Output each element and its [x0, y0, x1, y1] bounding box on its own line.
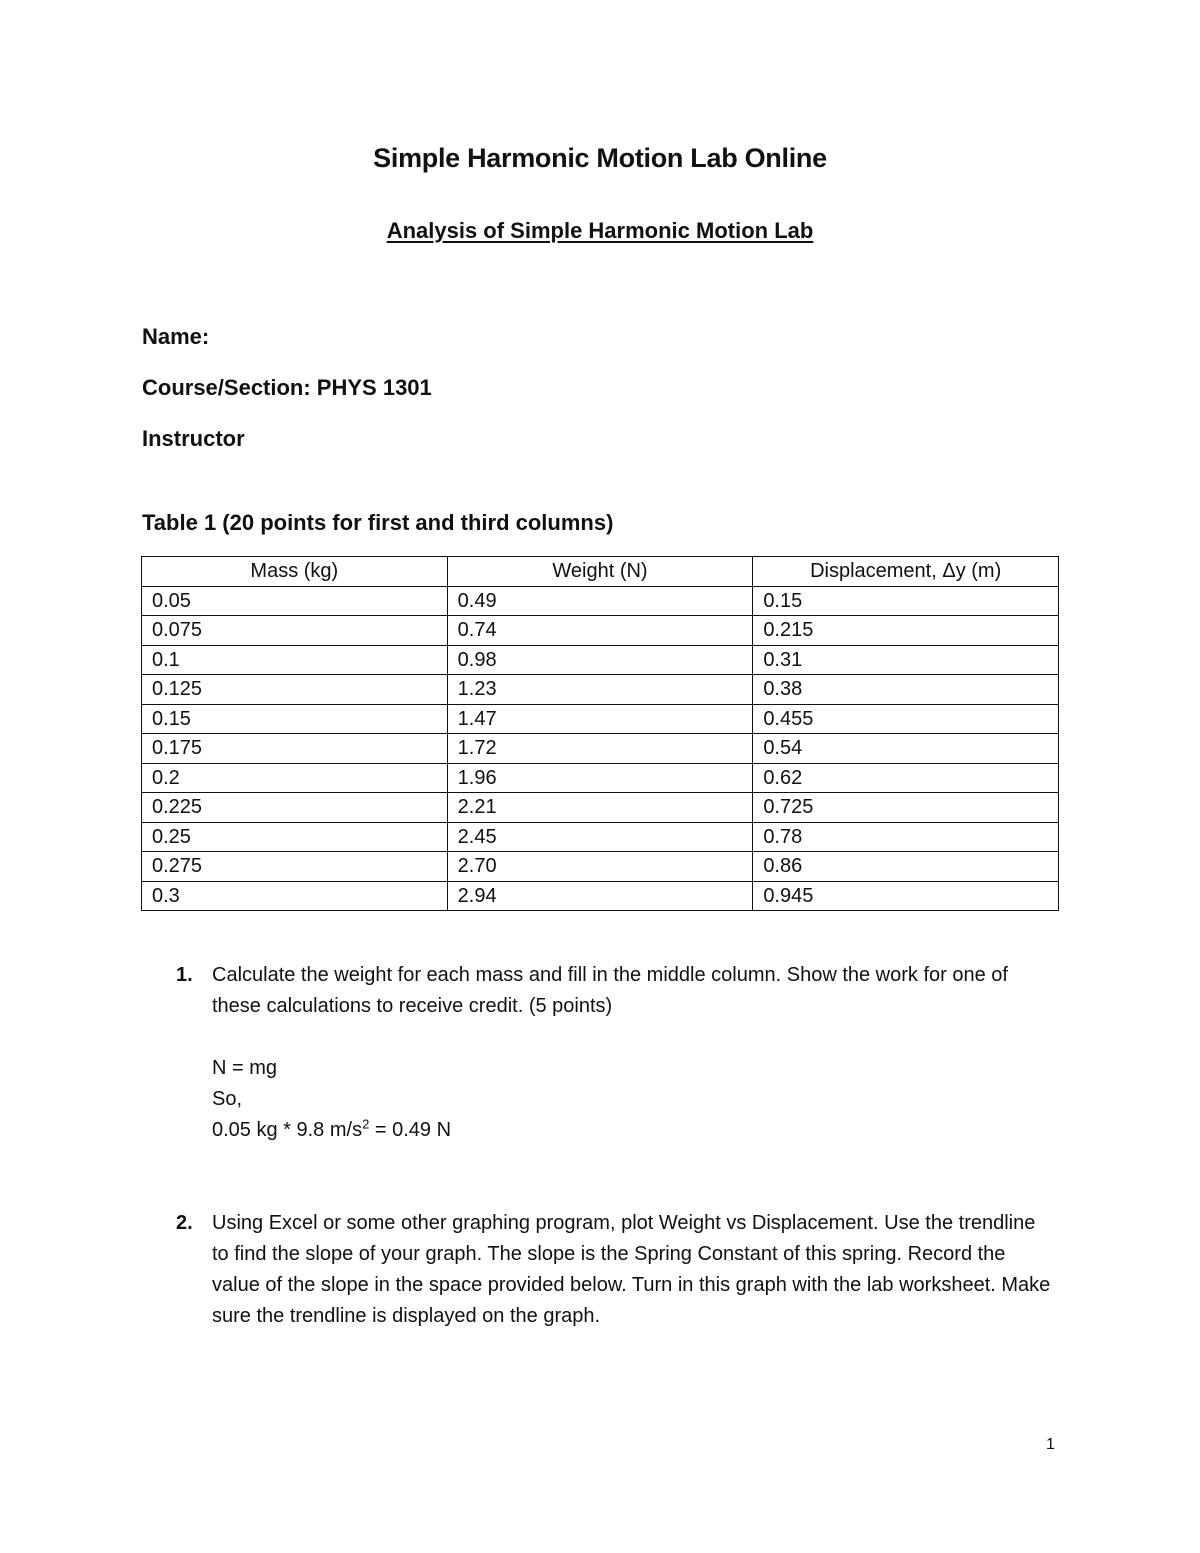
- table-caption: Table 1 (20 points for first and third columns): [142, 510, 614, 535]
- displacement-cell: 0.455: [753, 704, 1059, 734]
- weight-cell: 2.45: [447, 822, 753, 852]
- displacement-cell: 0.215: [753, 616, 1059, 646]
- mass-cell: 0.25: [142, 822, 448, 852]
- instructor-label: Instructor: [142, 426, 245, 451]
- displacement-cell: 0.15: [753, 586, 1059, 616]
- work-calculation: [212, 1115, 451, 1146]
- table-body: [142, 586, 1059, 911]
- question-1-text: Calculate the weight for each mass and fill in the middle column. Show the work for one of these calculations to receive credit. (5 points): [212, 964, 1008, 1017]
- table-row: [142, 616, 1059, 646]
- mass-cell: 0.125: [142, 675, 448, 705]
- table-header-row: [142, 557, 1059, 587]
- mass-cell: 0.1: [142, 645, 448, 675]
- weight-cell: 1.72: [447, 734, 753, 764]
- table-row: [142, 793, 1059, 823]
- header-displacement: Displacement, Δy (m): [753, 557, 1059, 587]
- mass-cell: 0.3: [142, 881, 448, 911]
- displacement-cell: 0.86: [753, 852, 1059, 882]
- displacement-cell: 0.78: [753, 822, 1059, 852]
- weight-cell: 2.94: [447, 881, 753, 911]
- work-calc-exponent: 2: [362, 1116, 370, 1132]
- table-row: [142, 763, 1059, 793]
- work-calc-prefix: 0.05 kg * 9.8 m/s: [212, 1119, 363, 1141]
- document-title: Simple Harmonic Motion Lab Online: [373, 143, 827, 173]
- displacement-cell: 0.38: [753, 675, 1059, 705]
- weight-cell: 2.70: [447, 852, 753, 882]
- displacement-cell: 0.945: [753, 881, 1059, 911]
- mass-cell: 0.2: [142, 763, 448, 793]
- table-row: [142, 822, 1059, 852]
- displacement-cell: 0.62: [753, 763, 1059, 793]
- displacement-cell: 0.725: [753, 793, 1059, 823]
- displacement-cell: 0.54: [753, 734, 1059, 764]
- mass-cell: 0.175: [142, 734, 448, 764]
- weight-cell: 1.23: [447, 675, 753, 705]
- weight-cell: 0.98: [447, 645, 753, 675]
- question-2: [176, 1208, 1056, 1332]
- work-formula: N = mg: [212, 1057, 278, 1079]
- work-so: So,: [212, 1088, 243, 1110]
- mass-cell: 0.075: [142, 616, 448, 646]
- work-calc-suffix: = 0.49 N: [369, 1119, 452, 1141]
- name-field-label: Name:: [142, 324, 210, 349]
- mass-cell: 0.05: [142, 586, 448, 616]
- table-row: [142, 645, 1059, 675]
- table-row: [142, 734, 1059, 764]
- table-row: [142, 852, 1059, 882]
- header-weight: Weight (N): [447, 557, 753, 587]
- header-mass: Mass (kg): [142, 557, 448, 587]
- weight-cell: 0.49: [447, 586, 753, 616]
- table-row: [142, 586, 1059, 616]
- displacement-cell: 0.31: [753, 645, 1059, 675]
- question-1: [176, 960, 1056, 1022]
- weight-cell: 0.74: [447, 616, 753, 646]
- page-number: 1: [1046, 1436, 1055, 1453]
- data-table: [141, 556, 1059, 911]
- weight-cell: 2.21: [447, 793, 753, 823]
- question-2-number: 2.: [176, 1212, 193, 1234]
- table-row: [142, 675, 1059, 705]
- weight-cell: 1.47: [447, 704, 753, 734]
- document-subtitle: Analysis of Simple Harmonic Motion Lab: [386, 218, 814, 243]
- course-section-label: Course/Section: PHYS 1301: [142, 375, 432, 400]
- question-2-text: Using Excel or some other graphing program, plot Weight vs Displacement. Use the trendline to find the slope of your graph. The slope is the Spring Constant of this spring. Record the value of the slope in the space provided below. Turn in this graph with the lab worksheet. Make sure the trendline is displayed on the graph.: [212, 1212, 1051, 1327]
- table-row: [142, 881, 1059, 911]
- mass-cell: 0.15: [142, 704, 448, 734]
- mass-cell: 0.275: [142, 852, 448, 882]
- mass-cell: 0.225: [142, 793, 448, 823]
- weight-cell: 1.96: [447, 763, 753, 793]
- question-1-number: 1.: [176, 964, 193, 986]
- table-row: [142, 704, 1059, 734]
